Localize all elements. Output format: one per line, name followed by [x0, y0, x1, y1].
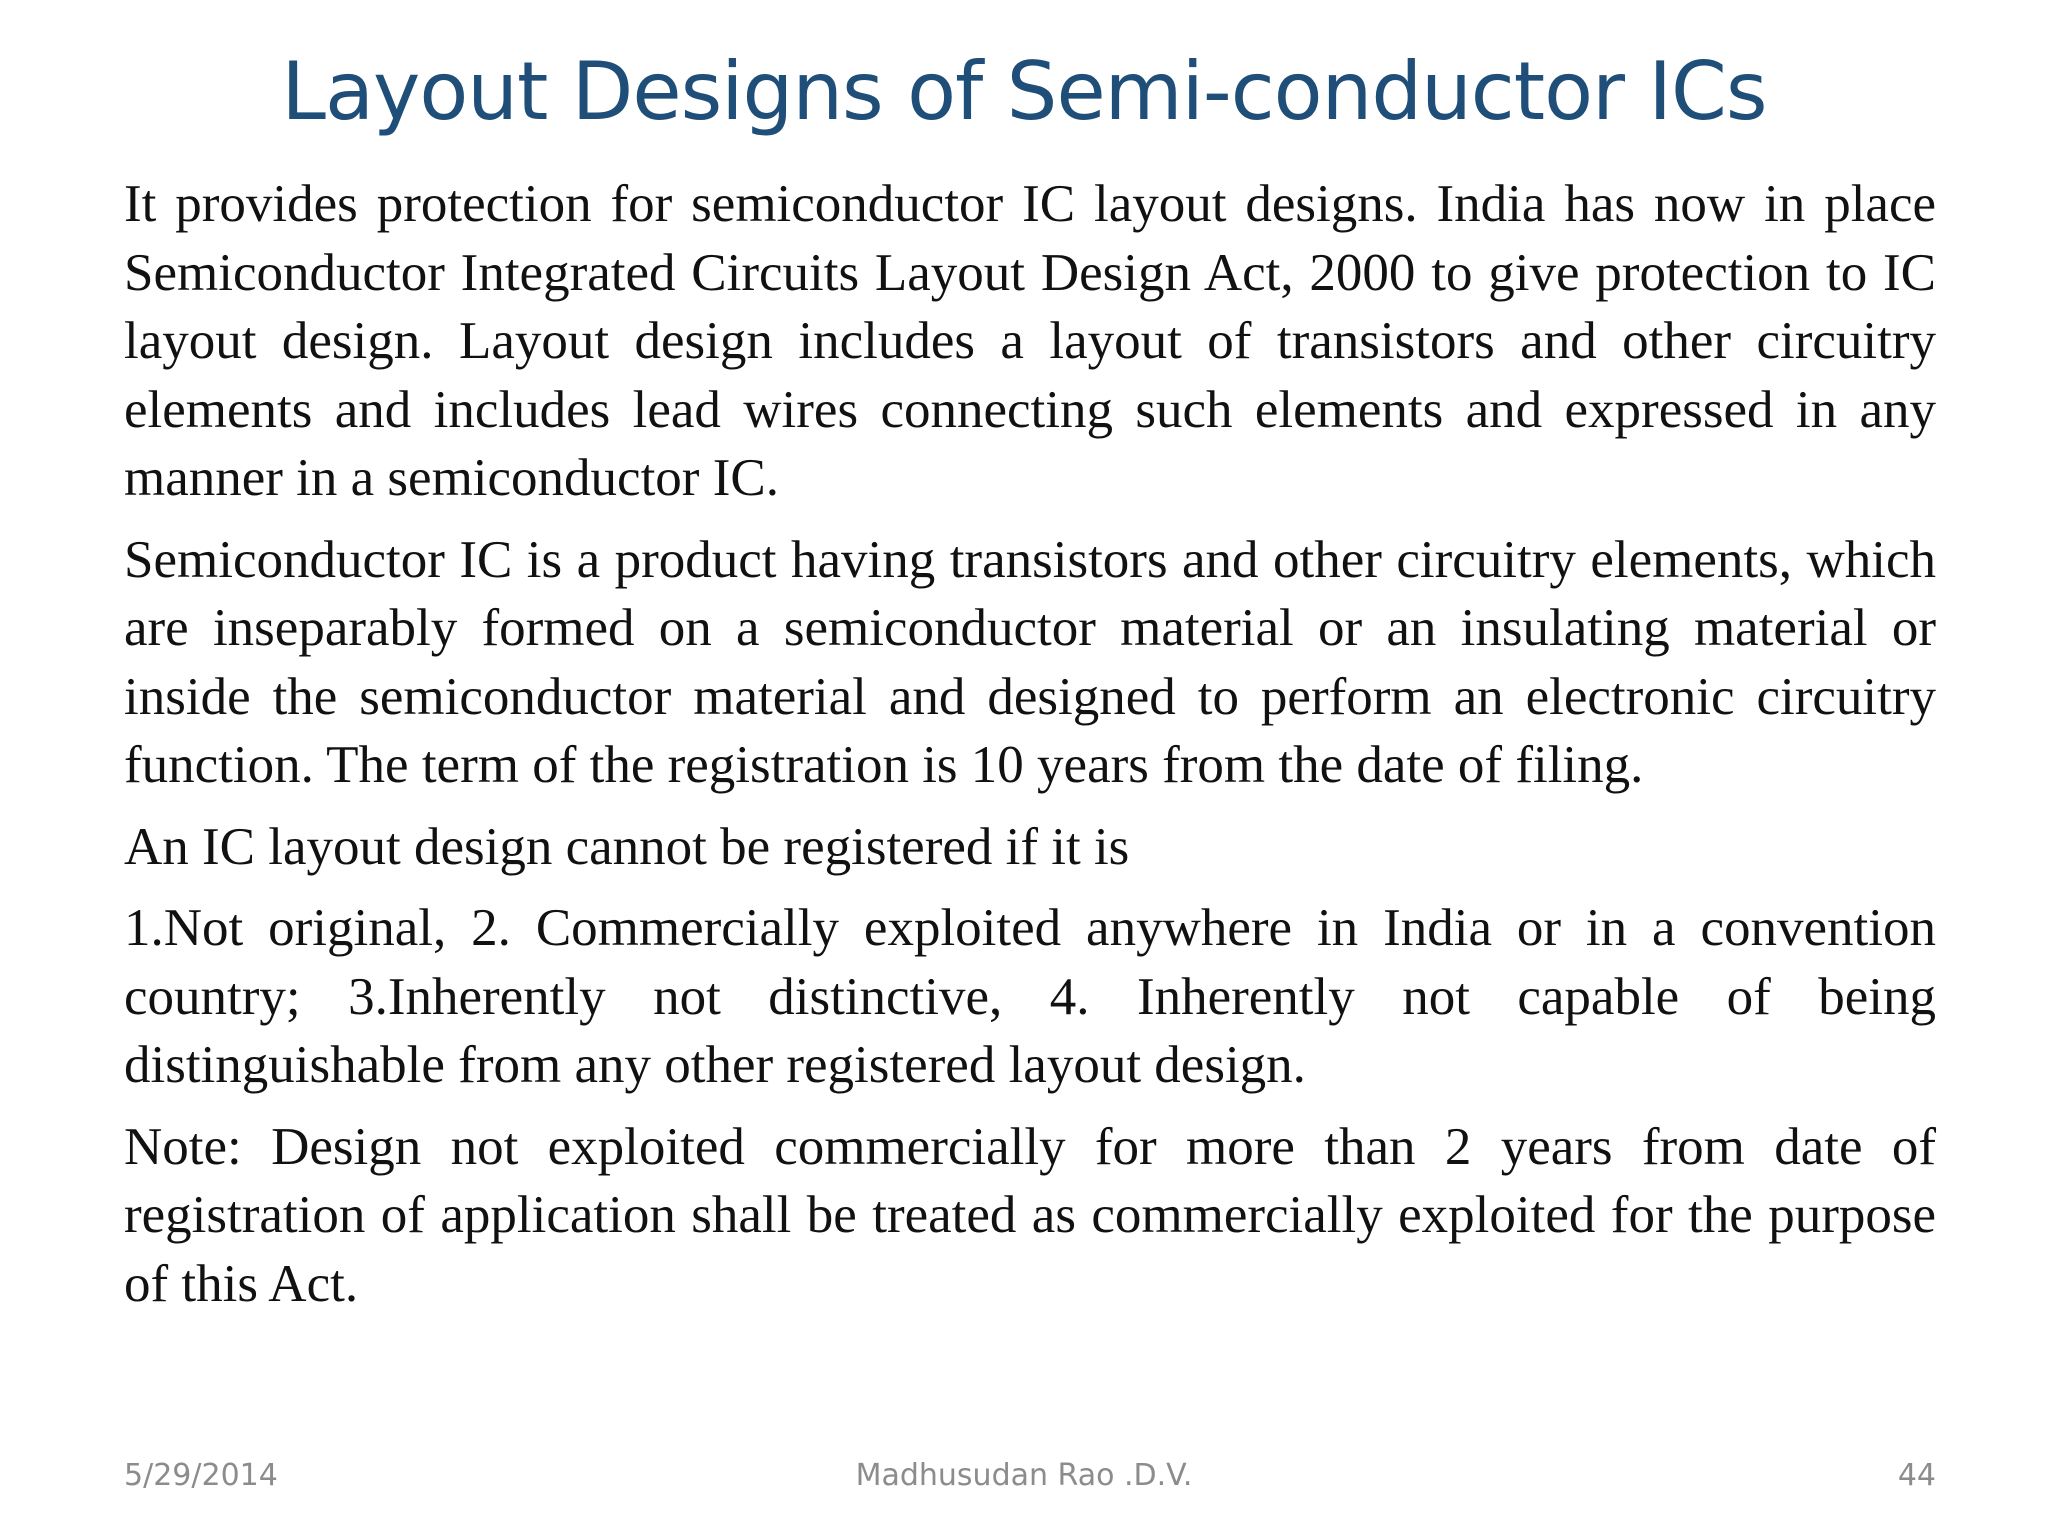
footer-author: Madhusudan Rao .D.V.: [855, 1458, 1193, 1493]
slide-body: [124, 170, 1936, 1318]
paragraph-note: Note: Design not exploited commercially for more than 2 years from date of registration of application shall be treated as commercially exploited for the purpose of this Act.: [124, 1117, 1936, 1313]
footer-date: 5/29/2014: [124, 1458, 278, 1493]
paragraph-protection-overview: It provides protection for semiconductor IC layout designs. India has now in place Semiconductor Integrated Circuits Layout Design Act, 2000 to give protection to IC layout design. Layout design includes a layout of transistors and other circuitry elements and includes lead wires connecting such elements and expressed in any manner in a semiconductor IC.: [124, 175, 1936, 507]
paragraph-registration-conditions-intro: An IC layout design cannot be registered if it is: [124, 817, 1130, 876]
slide-title: Layout Designs of Semi-conductor ICs: [281, 45, 1767, 138]
footer-page-number: 44: [1897, 1458, 1936, 1493]
paragraph-semiconductor-ic-definition: Semiconductor IC is a product having transistors and other circuitry elements, which are inseparably formed on a semiconductor material or an insulating material or inside the semiconductor material and designed to perform an electronic circuitry function. The term of the registration is 10 years from the date of filing.: [124, 530, 1936, 794]
paragraph-registration-conditions-list: 1.Not original, 2. Commercially exploited anywhere in India or in a convention country; 3.Inherently not distinctive, 4. Inherently not capable of being distinguishable from any other registered layout design.: [124, 899, 1936, 1094]
